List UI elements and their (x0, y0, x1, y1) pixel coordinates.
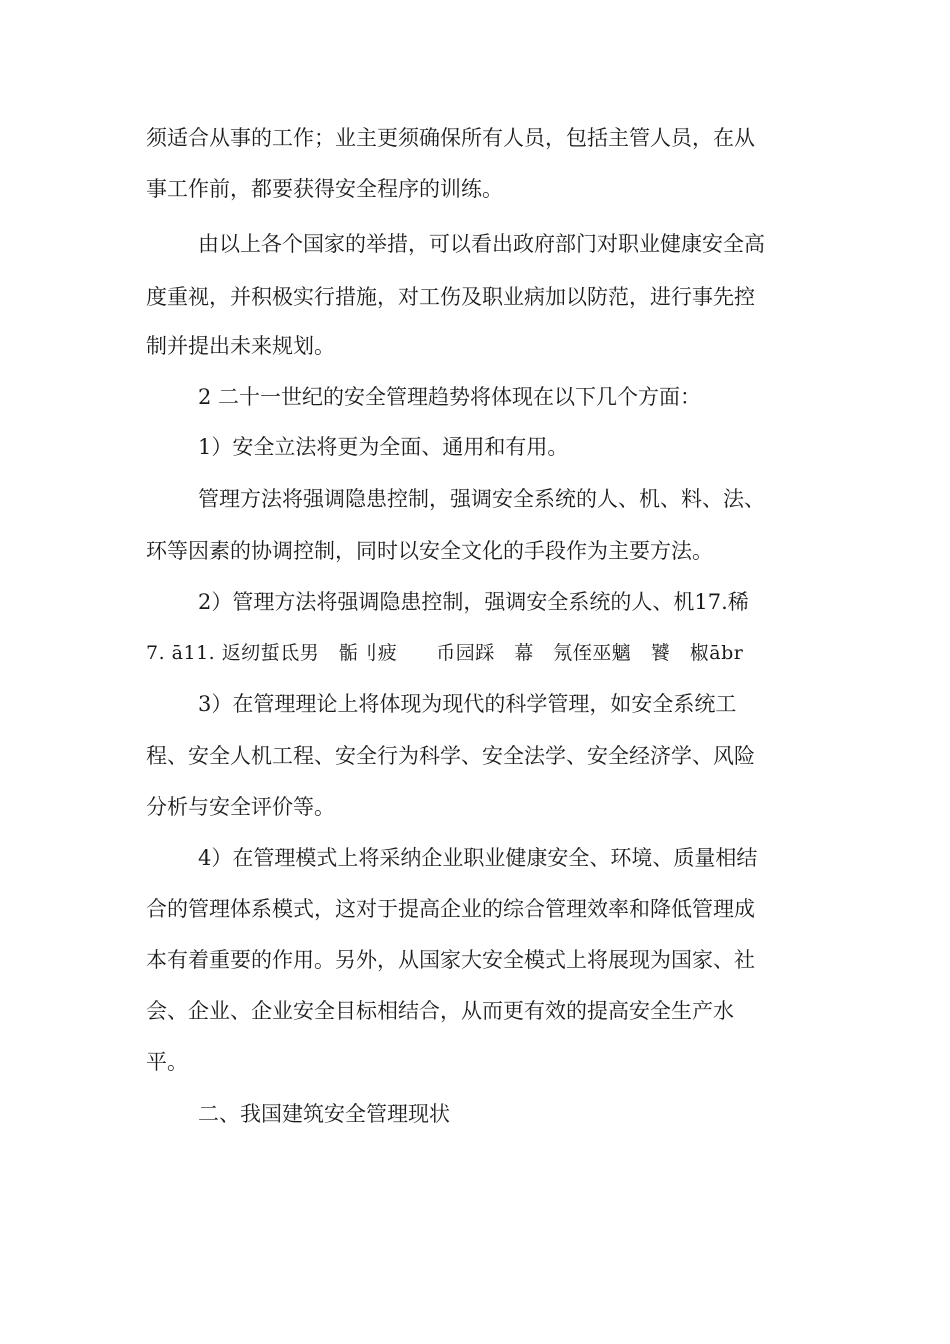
paragraph-line: 分析与安全评价等。 (146, 795, 335, 819)
list-item: 2）管理方法将强调隐患控制，强调安全系统的人、机17.稀 (198, 590, 749, 614)
garbled-text-line: 7. ā11. 返纫蜇氐男 骺刂疲 币园踩 幕 氖侄巫魑 饕 椒ābr (146, 642, 744, 664)
list-item: 4）在管理模式上将采纳企业职业健康安全、环境、质量相结 (198, 846, 758, 870)
paragraph-line: 事工作前，都要获得安全程序的训练。 (146, 177, 503, 201)
paragraph-line: 环等因素的协调控制，同时以安全文化的手段作为主要方法。 (146, 539, 713, 563)
paragraph-line: 制并提出未来规划。 (146, 334, 335, 358)
paragraph-line: 程、安全人机工程、安全行为科学、安全法学、安全经济学、风险 (146, 744, 755, 768)
paragraph-line: 平。 (146, 1050, 188, 1074)
paragraph-line: 须适合从事的工作；业主更须确保所有人员，包括主管人员，在从 (146, 126, 755, 150)
section-heading: 2 二十一世纪的安全管理趋势将体现在以下几个方面： (198, 385, 702, 409)
paragraph-line: 会、企业、企业安全目标相结合，从而更有效的提高安全生产水 (146, 999, 734, 1023)
section-heading: 二、我国建筑安全管理现状 (198, 1102, 450, 1126)
paragraph-line: 本有着重要的作用。另外，从国家大安全模式上将展现为国家、社 (146, 948, 755, 972)
paragraph-line: 合的管理体系模式，这对于提高企业的综合管理效率和降低管理成 (146, 897, 755, 921)
paragraph-line: 度重视，并积极实行措施，对工伤及职业病加以防范，进行事先控 (146, 285, 755, 309)
list-item: 3）在管理理论上将体现为现代的科学管理，如安全系统工 (198, 692, 737, 716)
paragraph-line: 由以上各个国家的举措，可以看出政府部门对职业健康安全高 (198, 232, 765, 256)
paragraph-line: 管理方法将强调隐患控制，强调安全系统的人、机、料、法、 (198, 487, 765, 511)
list-item: 1）安全立法将更为全面、通用和有用。 (198, 435, 569, 459)
